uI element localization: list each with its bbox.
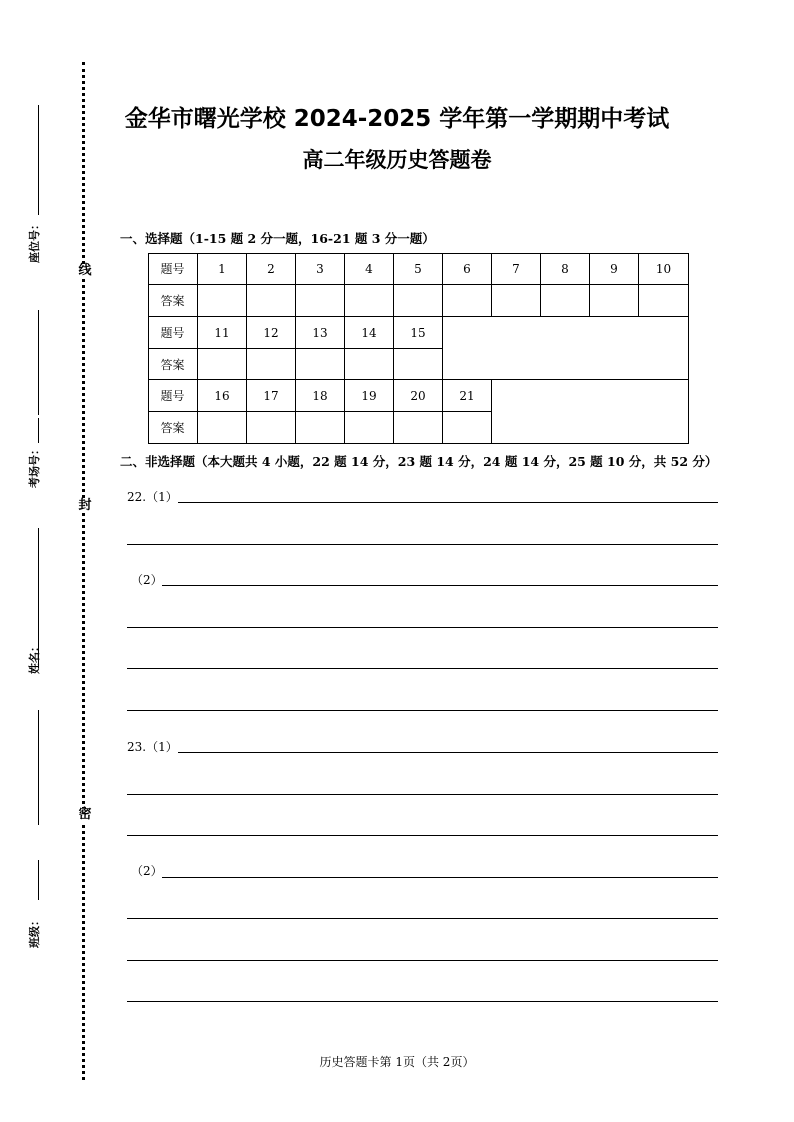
answer-cell-12[interactable]	[247, 349, 296, 380]
answer-cell-11[interactable]	[198, 349, 247, 380]
answer-cell-3[interactable]	[296, 285, 345, 317]
binding-dotted-line	[82, 62, 85, 1080]
grid-blank-block	[492, 380, 689, 444]
answer-line[interactable]	[178, 752, 718, 753]
grid-qnum: 4	[345, 253, 394, 285]
answer-line[interactable]	[162, 585, 718, 586]
page-title: 金华市曙光学校 2024-2025 学年第一学期期中考试	[124, 106, 670, 132]
answer-cell-18[interactable]	[296, 412, 345, 444]
grid-qnum: 6	[443, 253, 492, 285]
grid-label-num: 题号	[148, 380, 198, 412]
grid-qnum: 13	[296, 317, 345, 349]
answer-line[interactable]	[162, 877, 718, 878]
answer-cell-4[interactable]	[345, 285, 394, 317]
grid-qnum: 11	[198, 317, 247, 349]
q23-part2-label: （2）	[131, 864, 163, 878]
answer-line[interactable]	[127, 918, 718, 919]
answer-line[interactable]	[127, 544, 718, 545]
grid-qnum: 18	[296, 380, 345, 412]
grid-qnum: 8	[541, 253, 590, 285]
answer-cell-13[interactable]	[296, 349, 345, 380]
grid-label-ans: 答案	[148, 285, 198, 317]
answer-line[interactable]	[127, 1001, 718, 1002]
choice-answer-grid	[148, 253, 689, 444]
grid-blank-block	[443, 317, 689, 380]
answer-line[interactable]	[178, 502, 718, 503]
section-1-heading: 一、选择题（1-15 题 2 分一题，16-21 题 3 分一题）	[120, 231, 435, 246]
answer-cell-14[interactable]	[345, 349, 394, 380]
answer-cell-2[interactable]	[247, 285, 296, 317]
grid-qnum: 21	[443, 380, 492, 412]
answer-line[interactable]	[127, 668, 718, 669]
answer-cell-9[interactable]	[590, 285, 639, 317]
answer-line[interactable]	[127, 627, 718, 628]
grid-qnum: 16	[198, 380, 247, 412]
grid-label-ans: 答案	[148, 412, 198, 444]
grid-qnum: 5	[394, 253, 443, 285]
grid-qnum: 9	[590, 253, 639, 285]
exam-room-label: 考场号：	[28, 444, 41, 488]
grid-label-ans: 答案	[148, 349, 198, 380]
grid-qnum: 1	[198, 253, 247, 285]
answer-line[interactable]	[127, 835, 718, 836]
grid-qnum: 17	[247, 380, 296, 412]
page-subtitle: 高二年级历史答题卷	[302, 148, 492, 172]
answer-line[interactable]	[127, 960, 718, 961]
answer-cell-1[interactable]	[198, 285, 247, 317]
grid-qnum: 3	[296, 253, 345, 285]
name-label: 姓名：	[28, 641, 41, 674]
answer-cell-16[interactable]	[198, 412, 247, 444]
section-2-heading: 二、非选择题（本大题共 4 小题，22 题 14 分，23 题 14 分，24 题 14 分，25 题 10 分，共 52 分）	[120, 454, 718, 469]
seal-char-xian: 线	[78, 263, 92, 278]
page-footer: 历史答题卡第 1页（共 2页）	[319, 1055, 475, 1069]
grid-qnum: 12	[247, 317, 296, 349]
grid-label-num: 题号	[148, 317, 198, 349]
answer-cell-15[interactable]	[394, 349, 443, 380]
answer-cell-7[interactable]	[492, 285, 541, 317]
answer-line[interactable]	[127, 794, 718, 795]
q23-part1-label: 23.（1）	[127, 740, 178, 754]
answer-cell-8[interactable]	[541, 285, 590, 317]
grid-qnum: 2	[247, 253, 296, 285]
class-label: 班级：	[28, 915, 41, 948]
grid-qnum: 14	[345, 317, 394, 349]
q22-part1-label: 22.（1）	[127, 490, 178, 504]
answer-cell-20[interactable]	[394, 412, 443, 444]
grid-qnum: 20	[394, 380, 443, 412]
seal-char-mi: 密	[78, 807, 92, 822]
grid-qnum: 19	[345, 380, 394, 412]
answer-cell-5[interactable]	[394, 285, 443, 317]
answer-cell-6[interactable]	[443, 285, 492, 317]
answer-cell-10[interactable]	[639, 285, 689, 317]
answer-cell-21[interactable]	[443, 412, 492, 444]
grid-label-num: 题号	[148, 253, 198, 285]
answer-line[interactable]	[127, 710, 718, 711]
seal-char-feng: 封	[78, 498, 92, 513]
answer-cell-19[interactable]	[345, 412, 394, 444]
seat-number-label: 座位号：	[28, 219, 41, 263]
grid-qnum: 10	[639, 253, 689, 285]
grid-qnum: 15	[394, 317, 443, 349]
q22-part2-label: （2）	[131, 573, 163, 587]
grid-qnum: 7	[492, 253, 541, 285]
answer-cell-17[interactable]	[247, 412, 296, 444]
